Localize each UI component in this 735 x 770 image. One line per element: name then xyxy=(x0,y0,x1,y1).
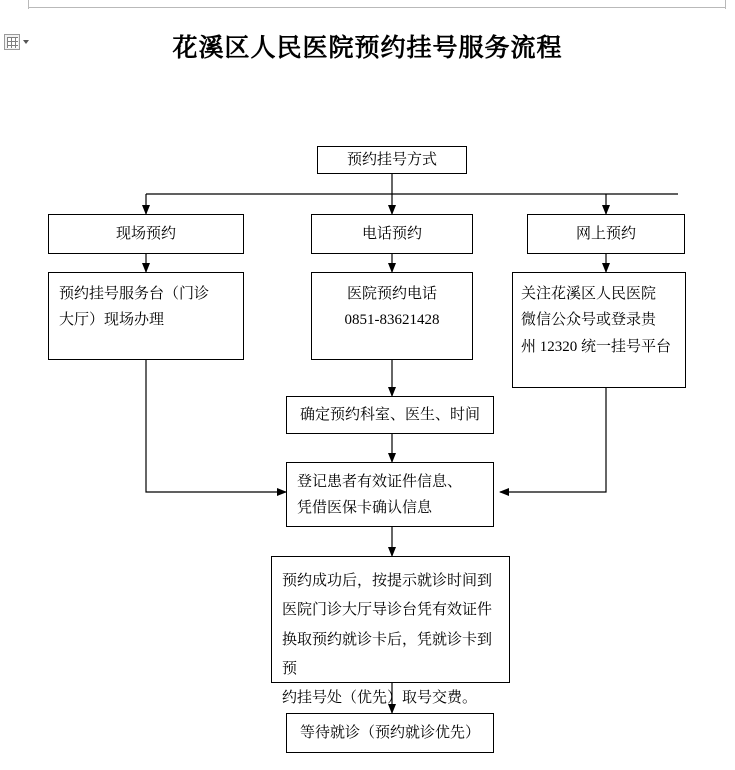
node-success xyxy=(271,556,510,706)
node-success-line3: 换取预约就诊卡后，凭就诊卡到预 xyxy=(282,631,493,677)
node-entry-label: 预约挂号方式 xyxy=(346,151,437,168)
node-wait-label: 等待就诊（预约就诊优先） xyxy=(299,724,480,741)
node-online-label: 网上预约 xyxy=(575,225,636,242)
page-ruler-right-tick xyxy=(725,0,726,9)
node-onsite-detail xyxy=(48,272,244,360)
page-title: 花溪区人民医院预约挂号服务流程 xyxy=(172,35,563,62)
page-ruler-left-tick xyxy=(28,0,29,9)
node-phone-detail xyxy=(311,272,473,360)
node-online xyxy=(527,214,685,254)
node-success-line1: 预约成功后，按提示就诊时间到 xyxy=(282,573,493,589)
node-success-line2: 医院门诊大厅导诊台凭有效证件 xyxy=(282,602,493,619)
node-phone-label: 电话预约 xyxy=(361,225,422,242)
node-onsite xyxy=(48,214,244,254)
node-success-line4: 约挂号处（优先）取号交费。 xyxy=(282,690,478,706)
node-online-detail-line3: 州 12320 统一挂号平台 xyxy=(521,338,672,355)
node-entry xyxy=(317,146,467,174)
node-phone-detail-line2: 0851-83621428 xyxy=(344,312,440,329)
node-register xyxy=(286,462,494,527)
node-phone-detail-line1: 医院预约电话 xyxy=(346,286,437,302)
node-confirm-label: 确定预约科室、医生、时间 xyxy=(299,406,480,423)
page-ruler xyxy=(28,7,726,9)
node-onsite-detail-line1: 预约挂号服务台（门诊 xyxy=(59,286,210,302)
node-wait xyxy=(286,713,494,753)
node-online-detail-line1: 关注花溪区人民医院 xyxy=(521,286,657,302)
node-confirm xyxy=(286,396,494,434)
node-onsite-label: 现场预约 xyxy=(115,225,176,242)
node-register-line2: 凭借医保卡确认信息 xyxy=(297,500,433,517)
node-onsite-detail-line2: 大厅）现场办理 xyxy=(59,312,165,329)
node-online-detail-line2: 微信公众号或登录贵 xyxy=(521,312,657,329)
node-register-line1: 登记患者有效证件信息、 xyxy=(297,474,463,490)
node-phone xyxy=(311,214,473,254)
node-online-detail xyxy=(512,272,686,388)
